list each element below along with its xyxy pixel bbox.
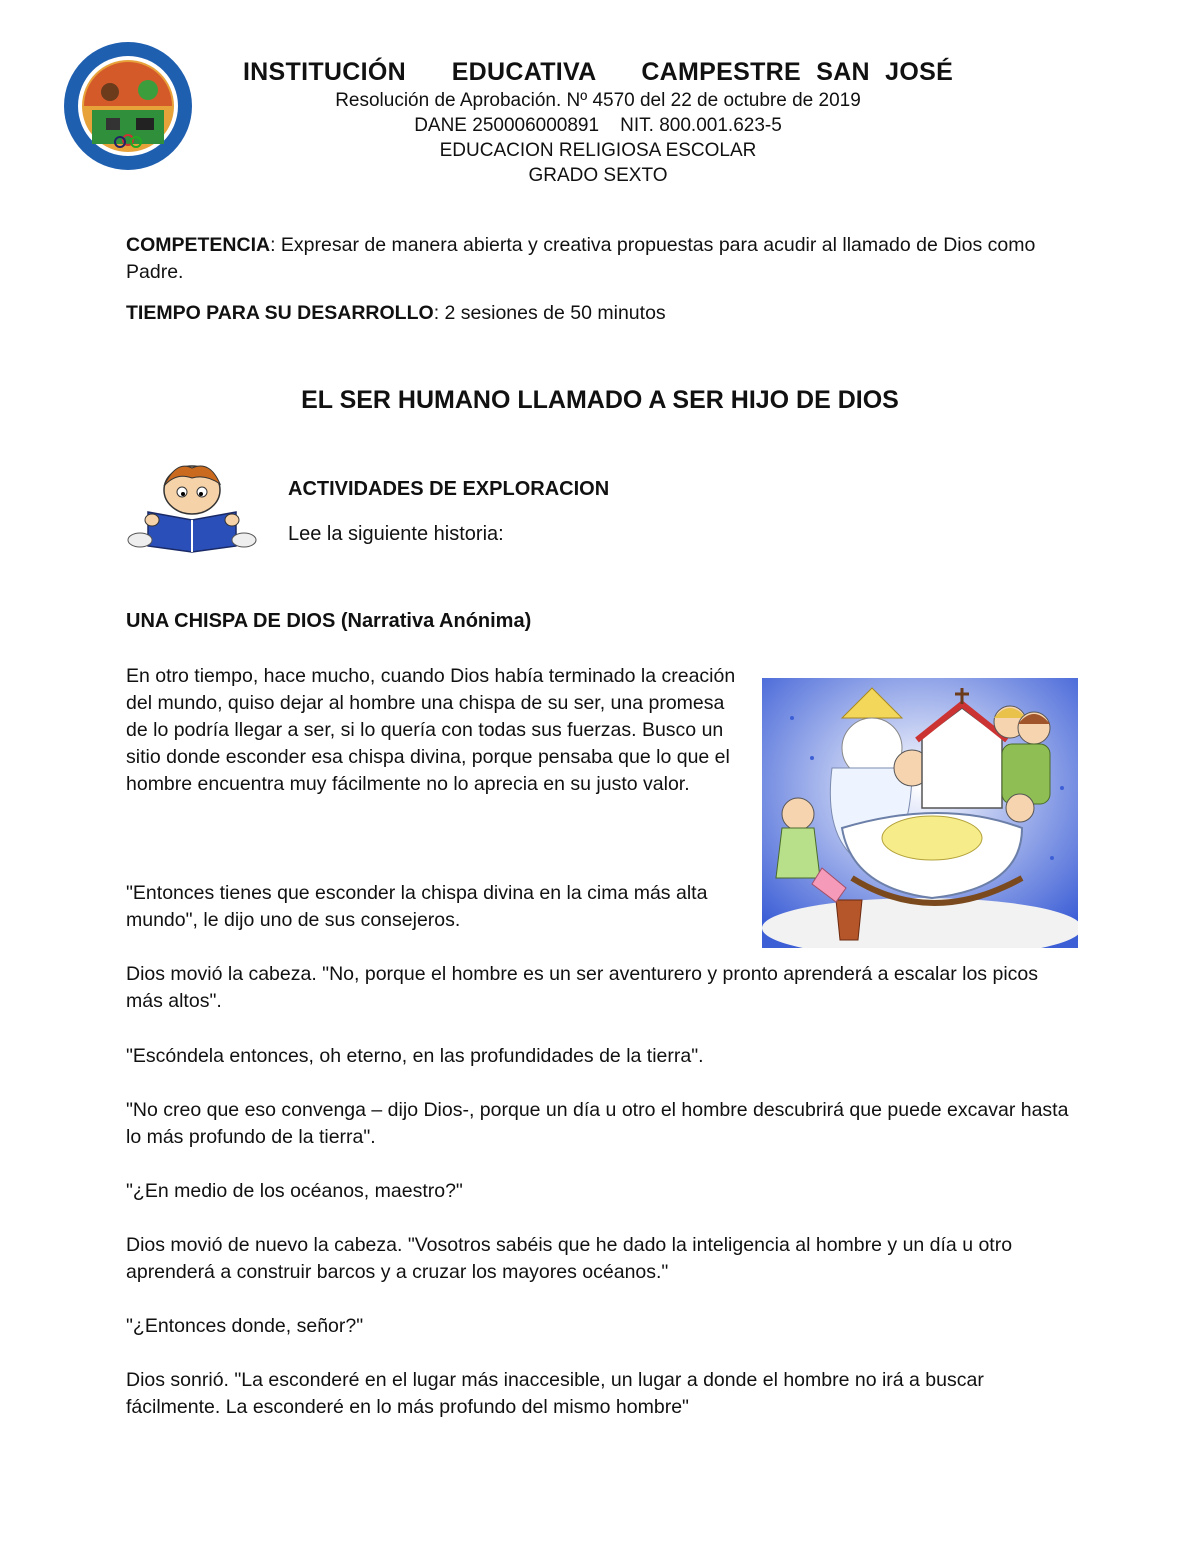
- document-header: [230, 56, 966, 188]
- grade-line: GRADO SEXTO: [528, 165, 668, 186]
- competencia-text: : Expresar de manera abierta y creativa propuestas para acudir al llamado de Dios como Padre.: [126, 234, 1036, 283]
- story-paragraph-1: En otro tiempo, hace mucho, cuando Dios había terminado la creación del mundo, quiso dejar al hombre una chispa de su ser, una promesa de lo podría llegar a ser, si lo quería con todas sus fuerzas. Busco un sitio donde esconder esa chispa divina, porque pensaba que lo que el hombre encuentra muy fácilmente no lo aprecia en su justo valor.: [126, 665, 736, 795]
- page-title: EL SER HUMANO LLAMADO A SER HIJO DE DIOS: [301, 386, 899, 414]
- tiempo-label: TIEMPO PARA SU DESARROLLO: [126, 302, 434, 324]
- tiempo-paragraph: [126, 300, 1056, 327]
- school-seal-icon: [60, 40, 196, 172]
- competencia-paragraph: [126, 232, 1056, 286]
- activities-title: ACTIVIDADES DE EXPLORACION: [288, 478, 610, 500]
- tiempo-text: : 2 sesiones de 50 minutos: [433, 302, 666, 324]
- subject-line: EDUCACION RELIGIOSA ESCOLAR: [439, 140, 757, 161]
- story-paragraph-6: "¿En medio de los océanos, maestro?": [126, 1180, 463, 1202]
- institution-name: INSTITUCIÓN EDUCATIVA CAMPESTRE SAN JOSÉ: [242, 58, 954, 86]
- story-paragraph-7: Dios movió de nuevo la cabeza. "Vosotros sabéis que he dado la inteligencia al hombre y un día u otro aprenderá a construir barcos y a cruzar los mayores océanos.": [126, 1234, 1013, 1283]
- story-paragraph-9: Dios sonrió. "La esconderé en el lugar más inaccesible, un lugar a donde el hombre no irá a buscar fácilmente. La esconderé en lo más profundo del mismo hombre": [126, 1369, 984, 1418]
- story-paragraph-5: "No creo que eso convenga – dijo Dios-, porque un día u otro el hombre descubrirá que puede excavar hasta lo más profundo de la tierra".: [126, 1099, 1069, 1148]
- story-paragraph-2: "Entonces tienes que esconder la chispa divina en la cima más alta mundo", le dijo uno de sus consejeros.: [126, 882, 708, 931]
- story-title: UNA CHISPA DE DIOS (Narrativa Anónima): [126, 610, 532, 632]
- activities-instruction: Lee la siguiente historia:: [288, 523, 504, 545]
- story-paragraph-3: Dios movió la cabeza. "No, porque el hombre es un ser aventurero y pronto aprenderá a escalar los picos más altos".: [126, 963, 1038, 1012]
- story-paragraph-4: "Escóndela entonces, oh eterno, en las profundidades de la tierra".: [126, 1045, 704, 1067]
- resolution-line: Resolución de Aprobación. Nº 4570 del 22 de octubre de 2019: [335, 90, 861, 111]
- competencia-label: COMPETENCIA: [126, 234, 271, 256]
- dane-nit-line: DANE 250006000891 NIT. 800.001.623-5: [414, 115, 782, 136]
- child-reading-icon: [126, 460, 258, 554]
- god-family-church-illustration: [762, 678, 1078, 948]
- story-paragraph-8: "¿Entonces donde, señor?": [126, 1315, 364, 1337]
